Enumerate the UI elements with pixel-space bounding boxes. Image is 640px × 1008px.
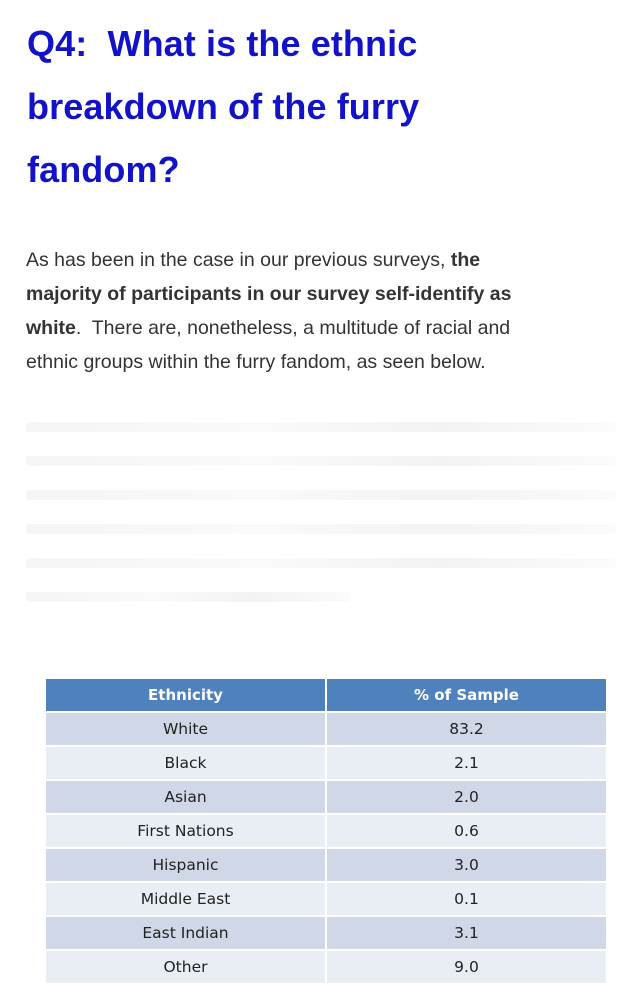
paragraph-line-3 [26,311,626,345]
table-row [46,849,606,881]
percent-cell: 0.6 [327,815,606,847]
ethnicity-cell: Middle East [46,883,327,915]
paragraph-line-1 [26,243,626,277]
table-row [46,815,606,847]
heading-line-3: fandom? [27,149,180,190]
table-row [46,747,606,779]
percent-cell: 2.1 [327,747,606,779]
ethnicity-cell: Hispanic [46,849,327,881]
percent-cell: 2.0 [327,781,606,813]
paragraph-text: As has been in the case in our previous surveys, [26,249,451,271]
ethnicity-table [46,677,606,985]
table-row [46,917,606,949]
table-row [46,883,606,915]
paragraph-line-2 [26,277,626,311]
faded-line [26,422,616,432]
paragraph-line-4 [26,345,626,379]
faded-line [26,524,616,534]
heading-line-1: Q4: What is the ethnic [27,23,418,64]
faded-line [26,456,616,466]
ethnicity-cell: White [46,713,327,745]
paragraph-text: . There are, nonetheless, a multitude of racial and [75,317,511,339]
table-row [46,781,606,813]
ethnicity-cell: Asian [46,781,327,813]
table-row [46,713,606,745]
page-heading [27,12,617,201]
table-header-row [46,679,606,711]
heading-line-2: breakdown of the furry [27,86,420,127]
faded-line [26,490,616,500]
column-header-ethnicity: Ethnicity [46,679,327,711]
intro-paragraph [26,243,626,379]
percent-cell: 0.1 [327,883,606,915]
ethnicity-cell: First Nations [46,815,327,847]
percent-cell: 83.2 [327,713,606,745]
ethnicity-cell: Black [46,747,327,779]
percent-cell: 3.0 [327,849,606,881]
faded-text-block [26,410,616,620]
table-row [46,951,606,983]
paragraph-emphasis: white [26,317,76,339]
ethnicity-cell: East Indian [46,917,327,949]
paragraph-emphasis: majority of participants in our survey self-identify as [26,283,512,305]
ethnicity-cell: Other [46,951,327,983]
percent-cell: 9.0 [327,951,606,983]
faded-line [26,592,351,602]
paragraph-emphasis: the [450,249,481,271]
paragraph-text: ethnic groups within the furry fandom, as seen below. [26,351,486,373]
column-header-percent: % of Sample [327,679,606,711]
faded-line [26,558,616,568]
percent-cell: 3.1 [327,917,606,949]
